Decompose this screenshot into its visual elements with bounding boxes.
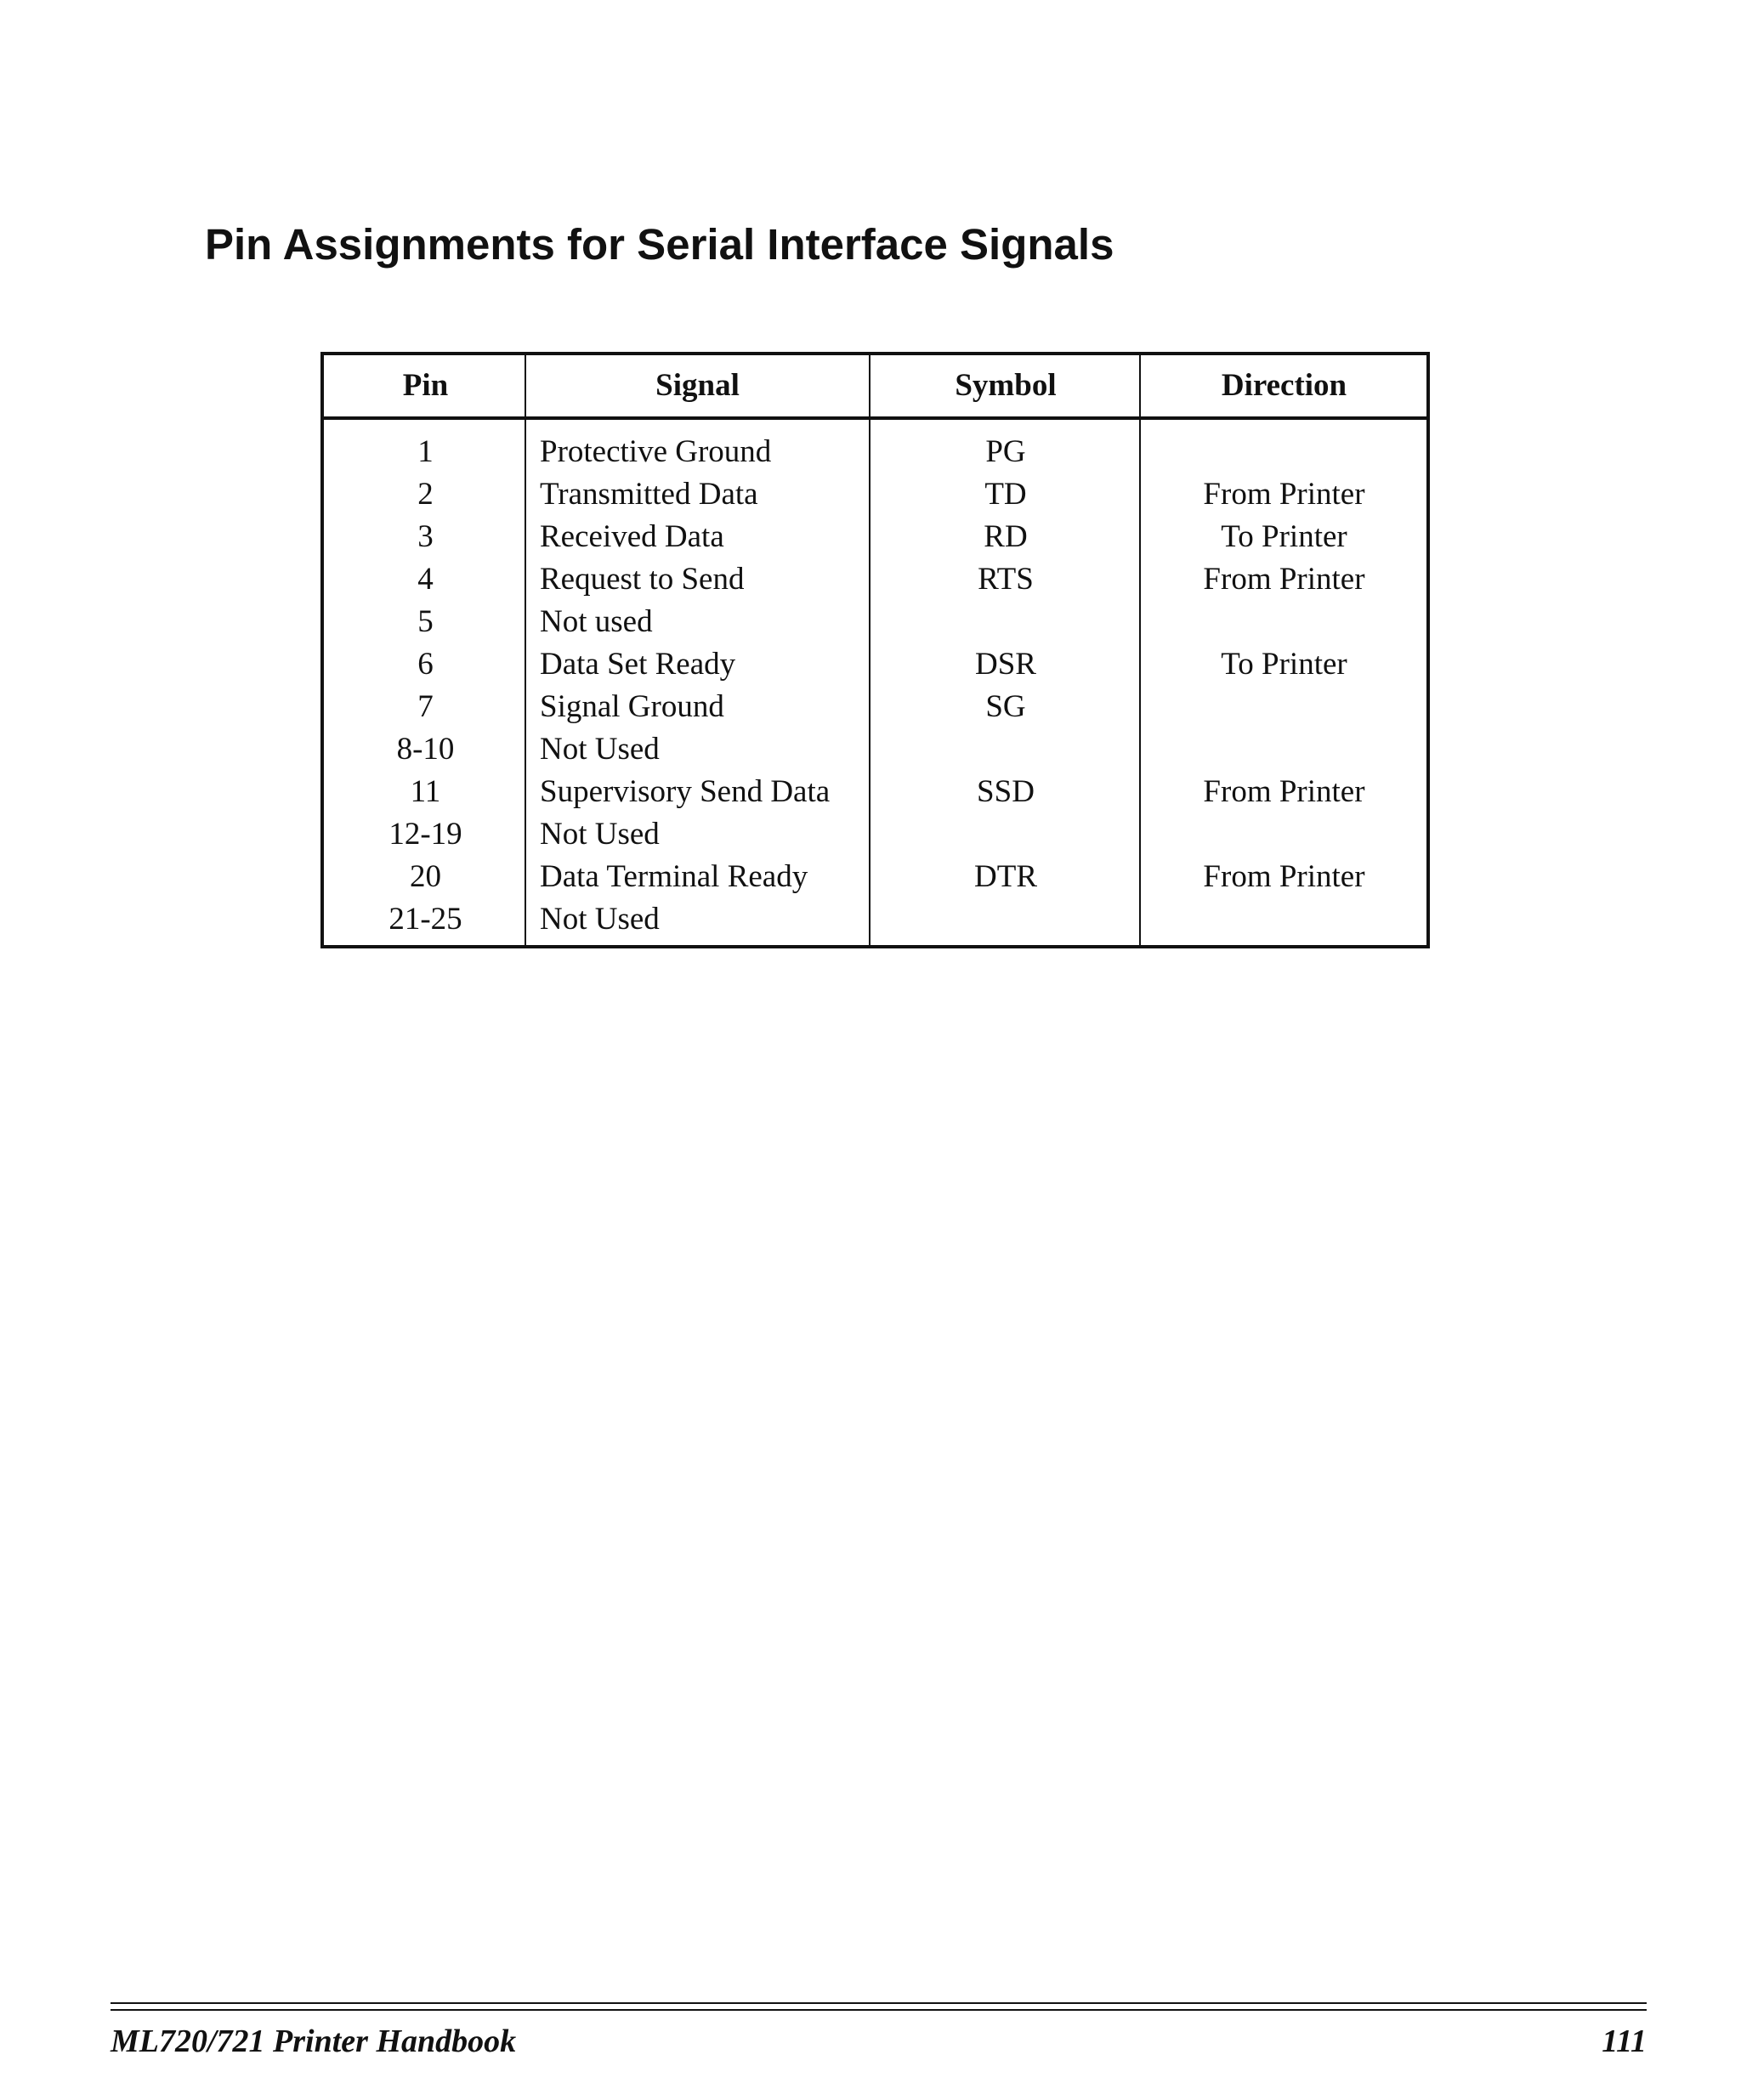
signal-cell: Not Used [540, 817, 660, 852]
direction-cell [1142, 898, 1426, 941]
pin-cell: 2 [417, 477, 434, 512]
footer-rule [111, 2009, 1647, 2011]
footer-book-title: ML720/721 Printer Handbook [111, 2024, 517, 2059]
table-row [324, 431, 1426, 473]
header-symbol: Symbol [955, 368, 1057, 403]
signal-cell: Not Used [540, 732, 660, 767]
table-row [324, 686, 1426, 728]
header-signal: Signal [655, 368, 740, 403]
direction-cell: To Printer [1221, 647, 1347, 682]
signal-cell: Request to Send [540, 562, 745, 597]
symbol-cell [870, 898, 1141, 941]
signal-cell: Not used [540, 604, 653, 639]
pin-cell: 4 [417, 562, 434, 597]
symbol-cell [870, 601, 1141, 643]
pin-assignment-table [320, 352, 1430, 948]
pin-cell: 3 [417, 519, 434, 554]
pin-cell: 1 [417, 434, 434, 469]
pin-cell: 5 [417, 604, 434, 639]
symbol-cell [870, 813, 1141, 856]
header-divider [324, 416, 1426, 420]
pin-cell: 12-19 [388, 817, 462, 852]
direction-cell [1142, 728, 1426, 771]
footer-page-number: 111 [1602, 2024, 1647, 2059]
table-row [324, 516, 1426, 558]
symbol-cell: SG [985, 689, 1026, 724]
table-row [324, 558, 1426, 601]
table-row [324, 813, 1426, 856]
footer-rule [111, 2002, 1647, 2004]
symbol-cell: DTR [974, 859, 1037, 894]
table-row [324, 473, 1426, 516]
table-row [324, 728, 1426, 771]
direction-cell [1142, 813, 1426, 856]
symbol-cell: SSD [977, 774, 1035, 809]
table-row [324, 898, 1426, 941]
pin-cell: 7 [417, 689, 434, 724]
symbol-cell [870, 728, 1141, 771]
direction-cell: To Printer [1221, 519, 1347, 554]
header-pin: Pin [402, 368, 449, 403]
header-direction: Direction [1221, 368, 1347, 403]
pin-cell: 8-10 [396, 732, 455, 767]
pin-cell: 6 [417, 647, 434, 682]
symbol-cell: PG [985, 434, 1026, 469]
signal-cell: Supervisory Send Data [540, 774, 831, 809]
signal-cell: Signal Ground [540, 689, 724, 724]
direction-cell: From Printer [1203, 477, 1365, 512]
signal-cell: Received Data [540, 519, 724, 554]
page-title: Pin Assignments for Serial Interface Signals [205, 220, 1114, 269]
signal-cell: Data Terminal Ready [540, 859, 808, 894]
signal-cell: Data Set Ready [540, 647, 736, 682]
direction-cell: From Printer [1203, 774, 1365, 809]
signal-cell: Not Used [540, 902, 660, 937]
direction-cell [1142, 686, 1426, 728]
table-body [324, 431, 1426, 941]
table-row [324, 643, 1426, 686]
table-row [324, 856, 1426, 898]
direction-cell [1142, 601, 1426, 643]
symbol-cell: TD [984, 477, 1027, 512]
table-row [324, 601, 1426, 643]
signal-cell: Protective Ground [540, 434, 772, 469]
symbol-cell: RTS [978, 562, 1034, 597]
signal-cell: Transmitted Data [540, 477, 758, 512]
direction-cell: From Printer [1203, 562, 1365, 597]
direction-cell [1142, 431, 1426, 473]
direction-cell: From Printer [1203, 859, 1365, 894]
pin-cell: 11 [410, 774, 441, 809]
pin-cell: 20 [410, 859, 441, 894]
table-row [324, 771, 1426, 813]
table-header-row [324, 355, 1426, 416]
symbol-cell: RD [984, 519, 1028, 554]
symbol-cell: DSR [975, 647, 1036, 682]
pin-cell: 21-25 [388, 902, 462, 937]
